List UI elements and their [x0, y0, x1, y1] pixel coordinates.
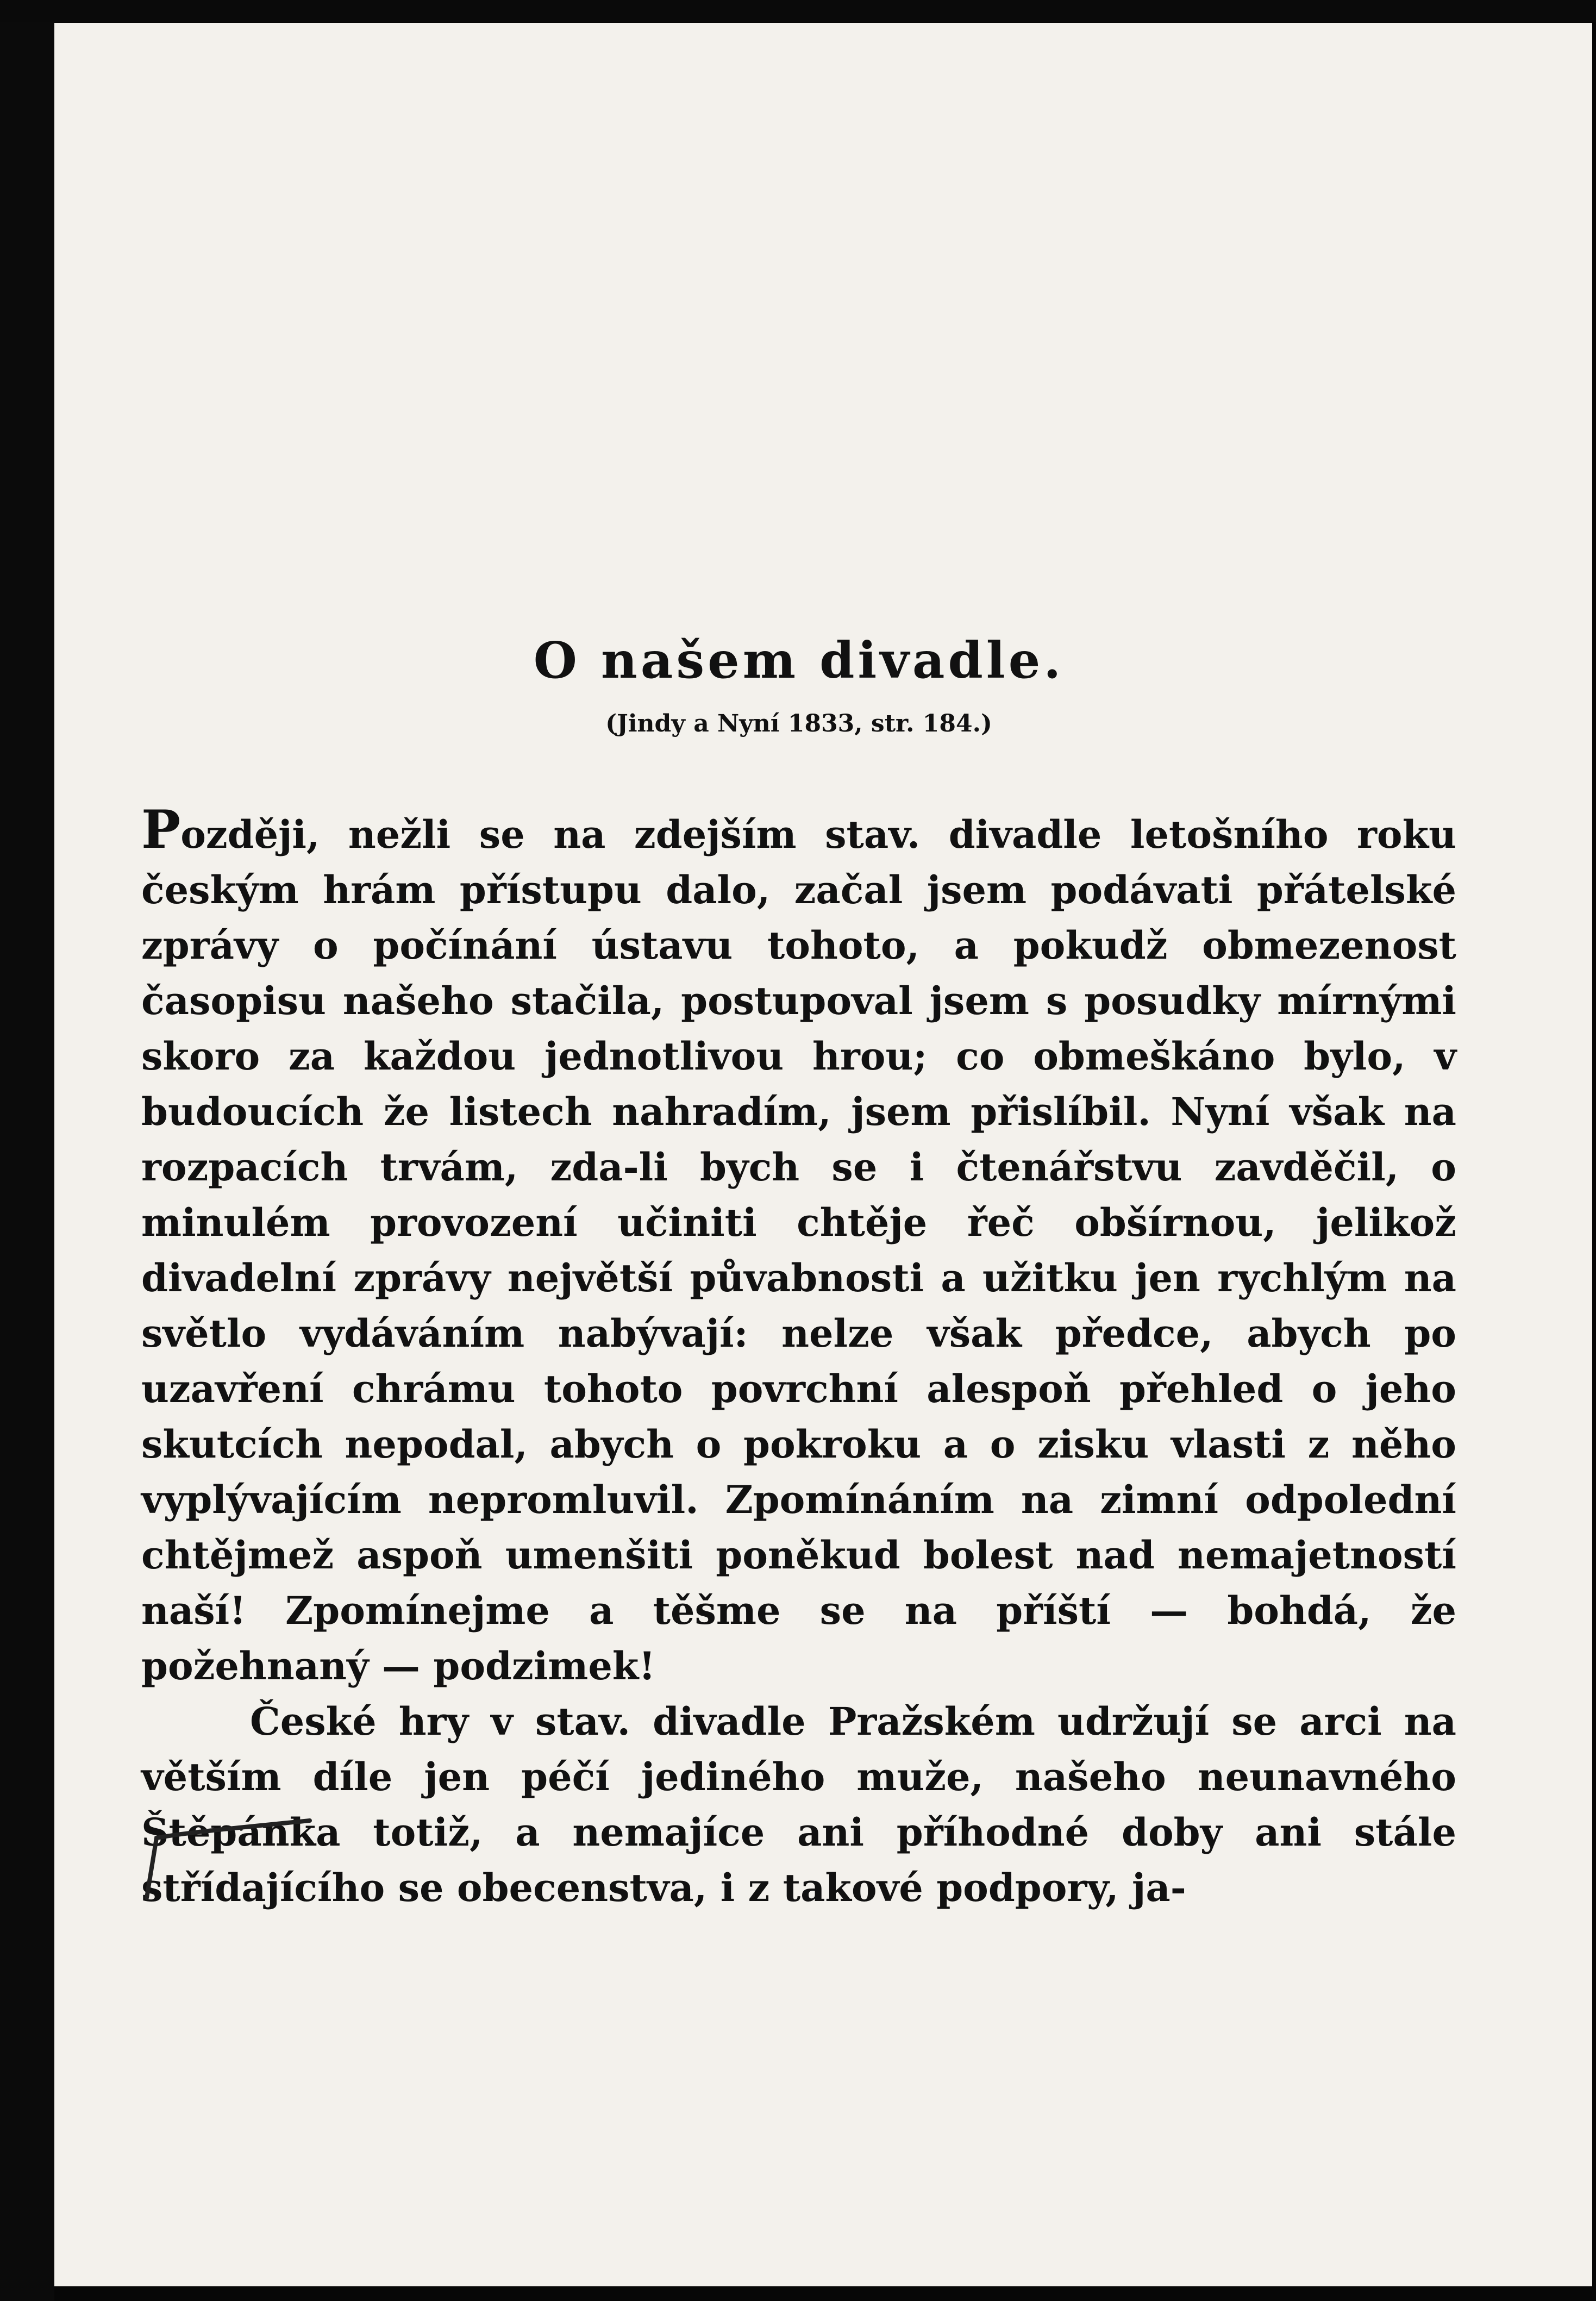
article-source: (Jindy a Nyní 1833, str. 184.) [605, 710, 992, 738]
paragraph-1 [141, 799, 1456, 1694]
article [141, 630, 1456, 1916]
scan-top-border [0, 0, 1596, 22]
paragraph-1-text: ozději, nežli se na zdejším stav. divadle letošního roku českým hrám přístupu dalo, začal jsem podávati přátelské zprávy o počínání ústavu tohoto, a pokudž obmezenost časopisu našeho stačila, postupoval jsem s posudky mírnými skoro za každou jednotlivou hrou; co obmeškáno bylo, v budoucích že listech nahradím, jsem přislíbil. Nyní však na rozpacích trvám, zda-li bych se i čtenářstvu zavděčil, o minulém provození učiniti chtěje řeč obšírnou, jelikož divadelní zprávy největší půvabnosti a užitku jen rychlým na světlo vydáváním nabývají: nelze však předce, abych po uzavření chrámu tohoto povrchní alespoň přehled o jeho skutcích nepodal, abych o pokroku a o zisku vlasti z něho vyplývajícím nepromluvil. Zpomínáním na zimní odpolední chtějmež aspoň umenšiti poněkud bolest nad nemajetností naší! Zpomínejme a těšme se na příští — bohdá, že požehnaný — podzimek! [141, 812, 1456, 1689]
drop-cap: P [141, 799, 181, 861]
paragraph-2: České hry v stav. divadle Pražském udržují se arci na větším díle jen péčí jediného muže, našeho neunavného Štěpánka totiž, a nemajíce ani příhodné doby ani stále střídajícího se obecenstva, i z takové podpory, ja- [141, 1699, 1456, 1911]
book-page [54, 23, 1592, 2286]
article-title: O našem divadle. [533, 631, 1065, 690]
scan-left-border [0, 0, 54, 2301]
